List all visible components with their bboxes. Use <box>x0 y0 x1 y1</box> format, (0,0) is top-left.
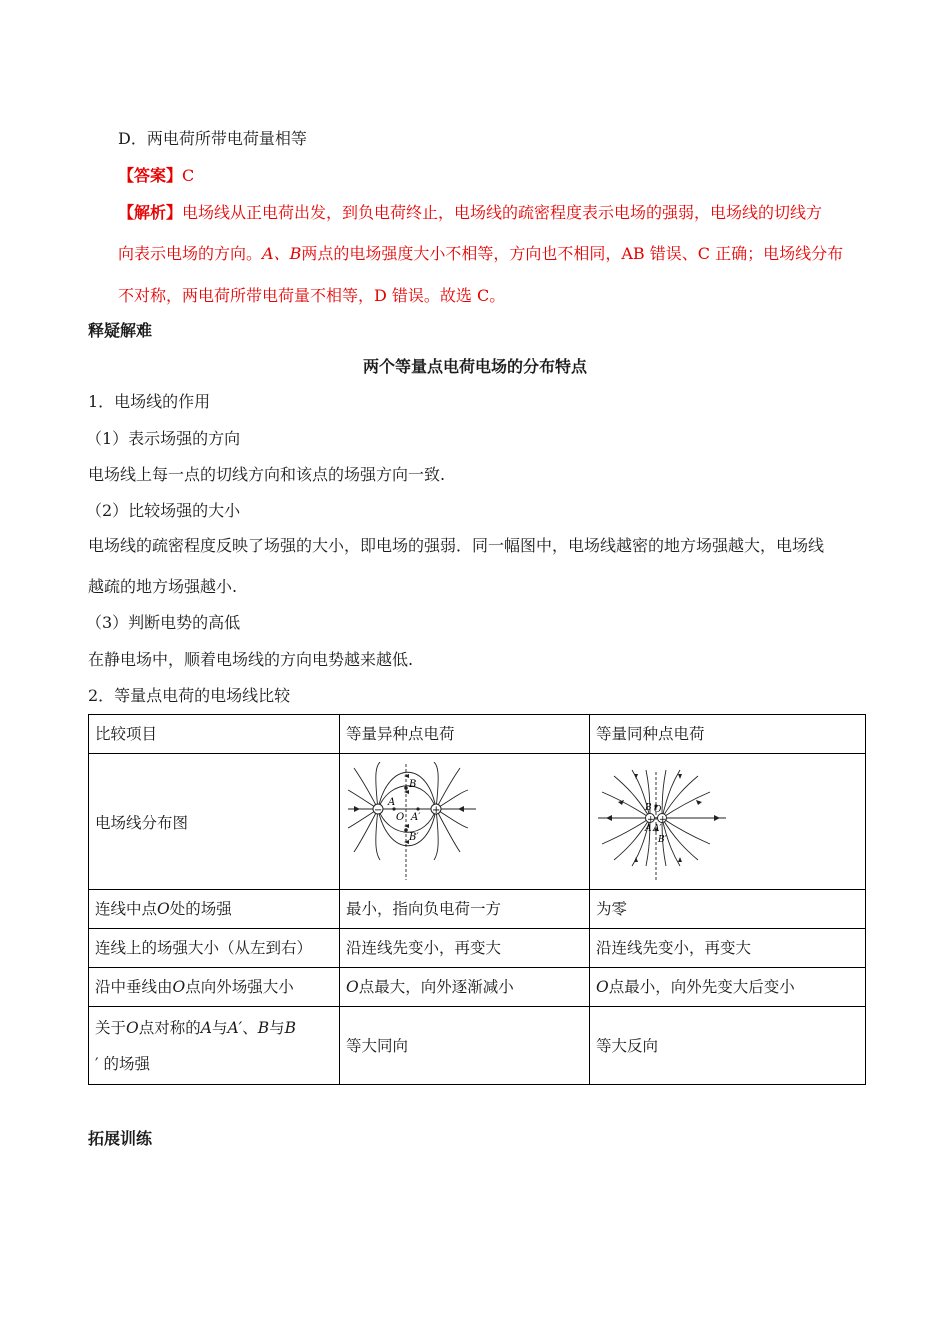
label-b-prime: B′ <box>409 831 419 843</box>
table-header-row <box>89 715 866 754</box>
row-like-value: 等大反向 <box>590 1007 866 1085</box>
row-label: 连线中点O处的场强 <box>89 890 340 929</box>
row-label: 连线上的场强大小（从左到右） <box>89 929 340 968</box>
answer-value: C <box>182 166 195 185</box>
plus-label: + <box>432 804 441 816</box>
label-b: B <box>645 802 652 813</box>
label-a-prime: A′ <box>653 823 662 834</box>
comparison-table <box>88 714 866 1085</box>
table-row <box>89 890 866 929</box>
p2: 2．等量点电荷的电场线比较 <box>88 686 291 705</box>
label-a-prime: A′ <box>411 811 421 823</box>
extension-title: 拓展训练 <box>88 1129 153 1148</box>
table-row <box>89 1007 866 1085</box>
analysis-line-1 <box>118 200 822 223</box>
row-label: 沿中垂线由O点向外场强大小 <box>89 968 340 1007</box>
analysis-label: 【解析】 <box>118 203 183 222</box>
opposite-charges-diagram <box>348 762 478 882</box>
p1: 1．电场线的作用 <box>88 392 211 411</box>
row-like-value: O点最小，向外先变大后变小 <box>590 968 866 1007</box>
analysis-line-2 <box>118 241 843 264</box>
p1-2-text-a: 电场线的疏密程度反映了场强的大小，即电场的强弱．同一幅图中，电场线越密的地方场强越大，电场线 <box>88 536 825 555</box>
row-label: 关于O点对称的A与A′、B与B ′ 的场强 <box>89 1007 340 1085</box>
table-header: 等量同种点电荷 <box>590 715 866 754</box>
minus-label: − <box>374 804 383 816</box>
p1-3: （3）判断电势的高低 <box>86 613 241 632</box>
plus-label-right: + <box>659 814 667 825</box>
option-d: D．两电荷所带电荷量相等 <box>118 129 307 148</box>
analysis-line-3: 不对称，两电荷所带电荷量不相等，D 错误。故选 C。 <box>118 286 506 305</box>
answer-label: 【答案】 <box>118 166 183 185</box>
label-b-prime: B′ <box>658 834 667 845</box>
table-header: 等量异种点电荷 <box>340 715 590 754</box>
plus-label-left: + <box>647 814 655 825</box>
row-like-value: 为零 <box>590 890 866 929</box>
opposite-charges-cell <box>340 754 590 890</box>
answer-line <box>118 163 194 186</box>
row-like-value: 沿连线先变小，再变大 <box>590 929 866 968</box>
analysis-text-2c: 两点的电场强度大小不相等，方向也不相同，AB 错误、C 正确；电场线分布 <box>301 244 844 263</box>
label-a: A <box>388 796 396 808</box>
p1-2-text-b: 越疏的地方场强越小. <box>88 577 238 596</box>
row-opposite-value: O点最大，向外逐渐减小 <box>340 968 590 1007</box>
label-o: O <box>654 804 662 815</box>
label-a: A <box>645 823 652 834</box>
p1-2: （2）比较场强的大小 <box>86 501 241 520</box>
analysis-text-2a: 向表示电场的方向。 <box>118 244 263 263</box>
row-opposite-value: 等大同向 <box>340 1007 590 1085</box>
analysis-text-2b: A、B <box>262 244 302 263</box>
table-row-diagrams <box>89 754 866 890</box>
like-charges-diagram <box>598 762 728 882</box>
label-b: B <box>409 778 417 790</box>
diagram-row-label: 电场线分布图 <box>89 754 340 890</box>
p1-1-text: 电场线上每一点的切线方向和该点的场强方向一致. <box>88 465 446 484</box>
table-row <box>89 968 866 1007</box>
like-charges-cell <box>590 754 866 890</box>
table-row <box>89 929 866 968</box>
row-opposite-value: 最小，指向负电荷一方 <box>340 890 590 929</box>
analysis-text-1: 电场线从正电荷出发，到负电荷终止，电场线的疏密程度表示电场的强弱，电场线的切线方 <box>182 203 823 222</box>
table-header: 比较项目 <box>89 715 340 754</box>
p1-1: （1）表示场强的方向 <box>86 429 241 448</box>
label-o: O <box>396 811 405 823</box>
row-opposite-value: 沿连线先变小，再变大 <box>340 929 590 968</box>
center-title: 两个等量点电荷电场的分布特点 <box>362 357 587 376</box>
section-title: 释疑解难 <box>88 321 153 340</box>
p1-3-text: 在静电场中，顺着电场线的方向电势越来越低. <box>88 650 414 669</box>
